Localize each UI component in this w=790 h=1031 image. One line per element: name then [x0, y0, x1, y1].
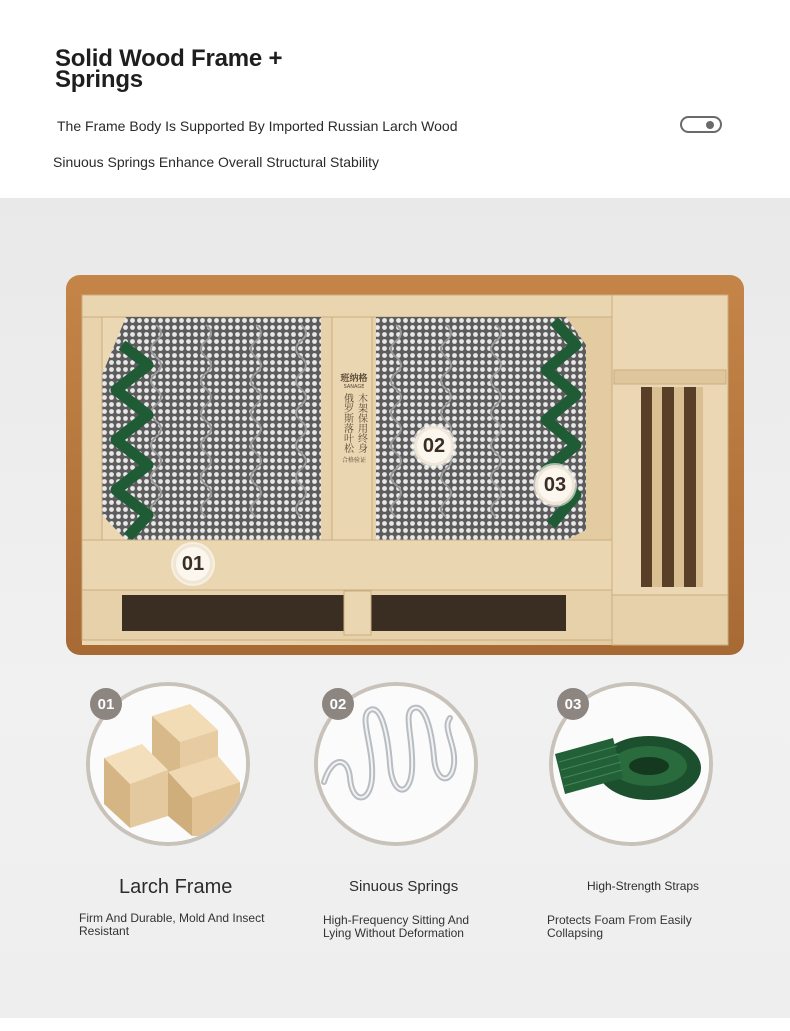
callout-01: 01	[173, 544, 213, 584]
toggle-knob	[706, 121, 714, 129]
label-wood-species: 俄罗斯落叶松	[341, 393, 353, 453]
feature-sinuous-springs	[314, 682, 478, 846]
subtitle-springs: Sinuous Springs Enhance Overall Structural Stability	[53, 154, 380, 170]
sofa-cutaway-illustration	[66, 275, 744, 655]
label-guarantee: 木架保用终身	[355, 393, 367, 453]
callout-02: 02	[414, 426, 454, 466]
feature-name-larch-frame: Larch Frame	[119, 876, 233, 898]
subtitle-frame: The Frame Body Is Supported By Imported Russian Larch Wood	[57, 118, 458, 134]
page-bottom-margin	[0, 1018, 790, 1031]
feature-larch-frame	[86, 682, 250, 846]
product-stage	[0, 198, 790, 1018]
toggle-switch[interactable]	[680, 116, 722, 133]
page-title: Solid Wood Frame + Springs	[55, 45, 283, 93]
header-section	[0, 0, 790, 198]
feature-desc-sinuous-springs: High-Frequency Sitting And Lying Without Deformation	[323, 913, 470, 940]
feature-badge-02: 02	[322, 688, 354, 720]
wood-certification-label	[336, 371, 372, 464]
feature-desc-larch-frame: Firm And Durable, Mold And Insect Resistant	[79, 911, 265, 938]
feature-name-straps: High-Strength Straps	[587, 879, 700, 893]
feature-badge-03: 03	[557, 688, 589, 720]
sofa-frame-svg	[66, 275, 744, 655]
callout-03: 03	[535, 465, 575, 505]
label-brand: 班纳格	[340, 374, 368, 384]
feature-name-sinuous-springs: Sinuous Springs	[349, 878, 459, 895]
label-cert: 合格验证	[341, 457, 366, 464]
feature-badge-01: 01	[90, 688, 122, 720]
label-brand-sub: SANAGE	[343, 384, 365, 390]
feature-desc-straps: Protects Foam From Easily Collapsing	[547, 913, 692, 940]
feature-high-strength-straps	[549, 682, 713, 846]
